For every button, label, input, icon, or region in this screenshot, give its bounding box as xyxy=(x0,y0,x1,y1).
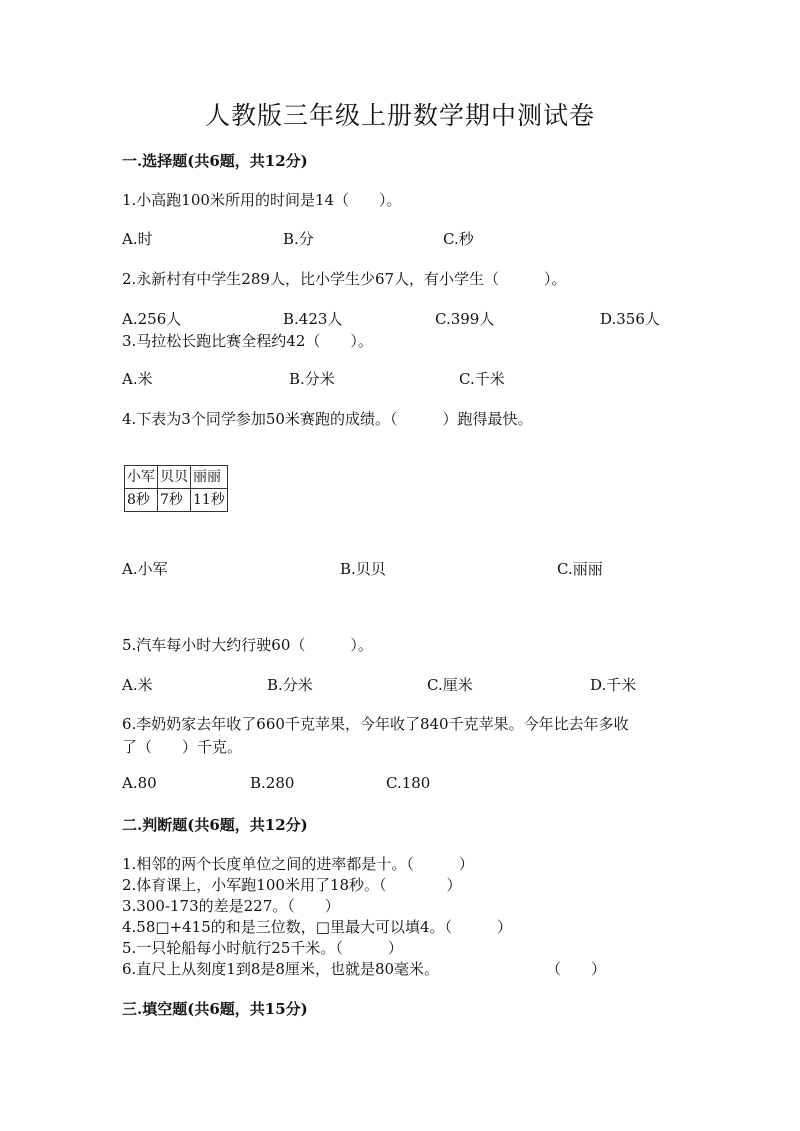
question-6-line-1: 6.李奶奶家去年收了660千克苹果，今年收了840千克苹果。今年比去年多收 xyxy=(122,715,629,733)
tf-item-2: 2.体育课上，小军跑100米用了18秒。（ ） xyxy=(122,876,462,894)
q4-option-c: C.丽丽 xyxy=(557,560,603,578)
question-6-line-2: 了（ ）千克。 xyxy=(122,738,243,756)
q1-option-a: A.时 xyxy=(122,230,153,248)
q2-option-d: D.356人 xyxy=(600,310,660,328)
question-2: 2.永新村有中学生289人，比小学生少67人，有小学生（ ）。 xyxy=(122,270,567,288)
table-cell: 8秒 xyxy=(125,489,158,512)
table-header-row xyxy=(125,466,228,489)
tf-item-3: 3.300-173的差是227。（ ） xyxy=(122,897,340,915)
section-heading-true-false: 二.判断题(共6题，共12分) xyxy=(122,816,308,834)
q2-option-b: B.423人 xyxy=(283,310,343,328)
table-cell: 7秒 xyxy=(158,489,191,512)
q6-option-c: C.180 xyxy=(386,774,431,792)
tf-item-5: 5.一只轮船每小时航行25千米。（ ） xyxy=(122,939,403,957)
q2-option-a: A.256人 xyxy=(122,310,182,328)
tf-item-6-answer-paren: （ ） xyxy=(546,960,607,978)
question-5: 5.汽车每小时大约行驶60（ ）。 xyxy=(122,636,373,654)
q5-option-c: C.厘米 xyxy=(427,676,473,694)
q6-option-b: B.280 xyxy=(250,774,295,792)
table-row xyxy=(125,489,228,512)
tf-item-4: 4.58□+415的和是三位数，□里最大可以填4。（ ） xyxy=(122,918,512,936)
q3-option-b: B.分米 xyxy=(289,370,335,388)
q5-option-b: B.分米 xyxy=(267,676,313,694)
table-header-cell: 贝贝 xyxy=(158,466,191,489)
q4-option-b: B.贝贝 xyxy=(340,560,386,578)
race-results-table xyxy=(124,465,228,512)
q6-option-a: A.80 xyxy=(122,774,157,792)
table-header-cell: 小军 xyxy=(125,466,158,489)
q2-option-c: C.399人 xyxy=(435,310,495,328)
q5-option-a: A.米 xyxy=(122,676,153,694)
table-header-cell: 丽丽 xyxy=(191,466,228,489)
tf-item-6: 6.直尺上从刻度1到8是8厘米，也就是80毫米。 xyxy=(122,960,440,978)
q1-option-b: B.分 xyxy=(283,230,314,248)
tf-item-1: 1.相邻的两个长度单位之间的进率都是十。（ ） xyxy=(122,855,474,873)
question-4: 4.下表为3个同学参加50米赛跑的成绩。（ ）跑得最快。 xyxy=(122,410,533,428)
section-heading-fill-in: 三.填空题(共6题，共15分) xyxy=(122,1000,308,1018)
question-1: 1.小高跑100米所用的时间是14（ ）。 xyxy=(122,191,402,209)
q4-option-a: A.小军 xyxy=(122,560,168,578)
page-title: 人教版三年级上册数学期中测试卷 xyxy=(204,101,595,130)
q3-option-a: A.米 xyxy=(122,370,153,388)
table-cell: 11秒 xyxy=(191,489,228,512)
section-heading-choice: 一.选择题(共6题，共12分) xyxy=(122,152,308,170)
q5-option-d: D.千米 xyxy=(590,676,637,694)
q1-option-c: C.秒 xyxy=(443,230,474,248)
question-3: 3.马拉松长跑比赛全程约42（ ）。 xyxy=(122,332,373,350)
q3-option-c: C.千米 xyxy=(459,370,505,388)
